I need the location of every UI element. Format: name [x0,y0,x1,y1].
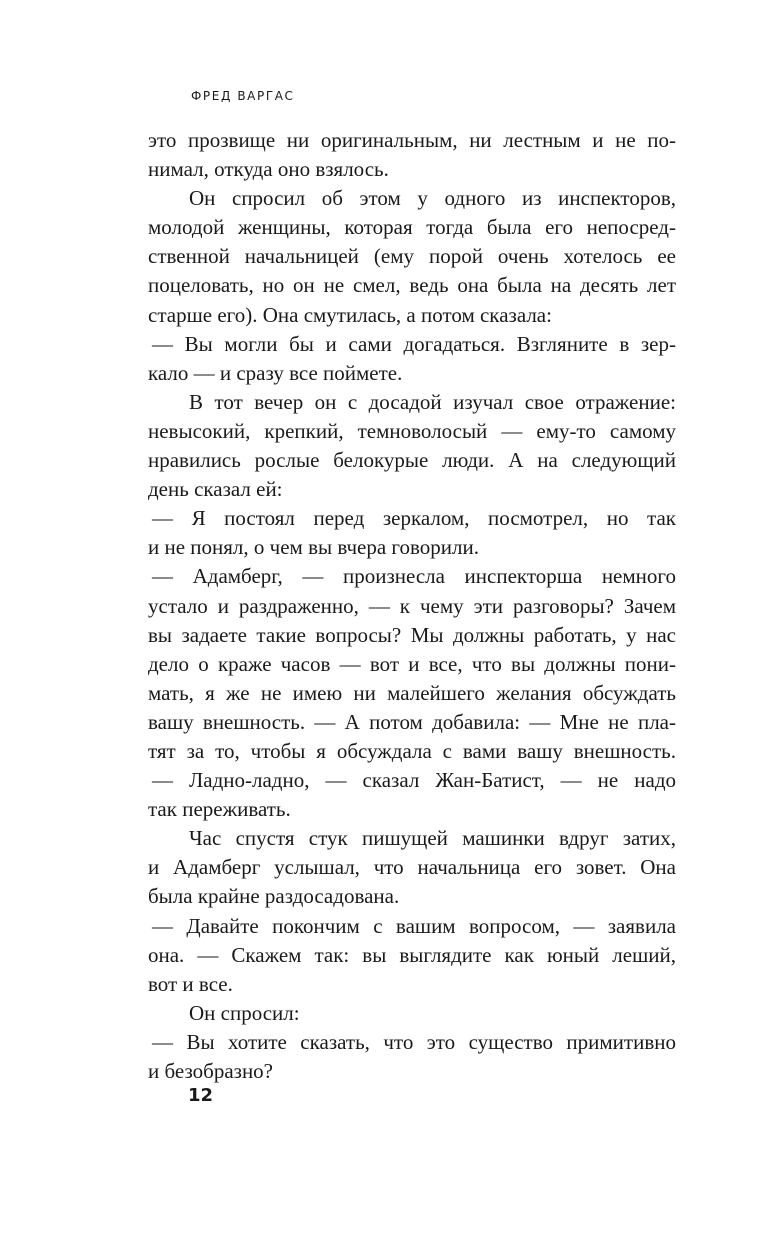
text-line: это прозвище ни оригинальным, ни лестным и не по- [148,128,676,152]
text-line: — Давайте покончим с вашим вопросом, — заявила [152,913,676,938]
text-line: и Адамберг услышал, что начальница его зовет. Она [148,855,676,880]
running-head: ФРЕД ВАРГАС [191,89,295,103]
text-line: нимал, откуда оно взялось. [148,157,389,182]
text-line: так переживать. [148,797,291,822]
text-line: и не понял, о чем вы вчера говорили. [148,535,479,560]
text-line: и безобразно? [148,1059,274,1083]
text-line: дело о краже часов — вот и все, что вы должны пони- [148,651,676,676]
page-number: 12 [188,1085,214,1106]
body-text [148,126,676,1086]
text-line: была крайне раздосадована. [148,884,400,909]
text-line: тят за то, чтобы я обсуждала с вами вашу внешность. [148,738,676,763]
text-line: вашу внешность. — А потом добавила: — Мне не пла- [148,709,676,734]
text-line: — Вы могли бы и сами догадаться. Взгляните в зер- [152,331,676,356]
text-line: старше его). Она смутилась, а потом сказала: [148,302,552,327]
text-line: — Я постоял перед зеркалом, посмотрел, но так [152,506,676,531]
text-line: вот и все. [148,971,233,996]
text-line: Он спросил: [189,1000,300,1025]
text-line: устало и раздраженно, — к чему эти разговоры? Зачем [148,593,676,618]
text-line: ственной начальницей (ему порой очень хотелось ее [148,244,676,269]
text-line: молодой женщины, которая тогда была его непосред- [148,215,676,240]
text-line: кало — и сразу все поймете. [148,360,403,385]
text-line: нравились рослые белокурые люди. А на следующий [148,448,676,473]
text-line: она. — Скажем так: вы выглядите как юный леший, [148,942,676,967]
text-line: — Ладно-ладно, — сказал Жан-Батист, — не надо [152,768,676,793]
text-line: — Адамберг, — произнесла инспекторша немного [152,564,676,589]
text-line: невысокий, крепкий, темноволосый — ему-то самому [148,418,676,443]
text-line: В тот вечер он с досадой изучал свое отражение: [189,389,676,414]
text-line: Он спросил об этом у одного из инспекторов, [189,186,676,211]
text-line: поцеловать, но он не смел, ведь она была на десять лет [148,273,676,298]
text-line: мать, я же не имею ни малейшего желания обсуждать [148,680,676,705]
text-line: день сказал ей: [148,477,283,502]
text-line: Час спустя стук пишущей машинки вдруг затих, [189,826,676,851]
text-line: вы задаете такие вопросы? Мы должны работать, у нас [148,622,676,647]
text-line: — Вы хотите сказать, что это существо примитивно [152,1029,676,1054]
